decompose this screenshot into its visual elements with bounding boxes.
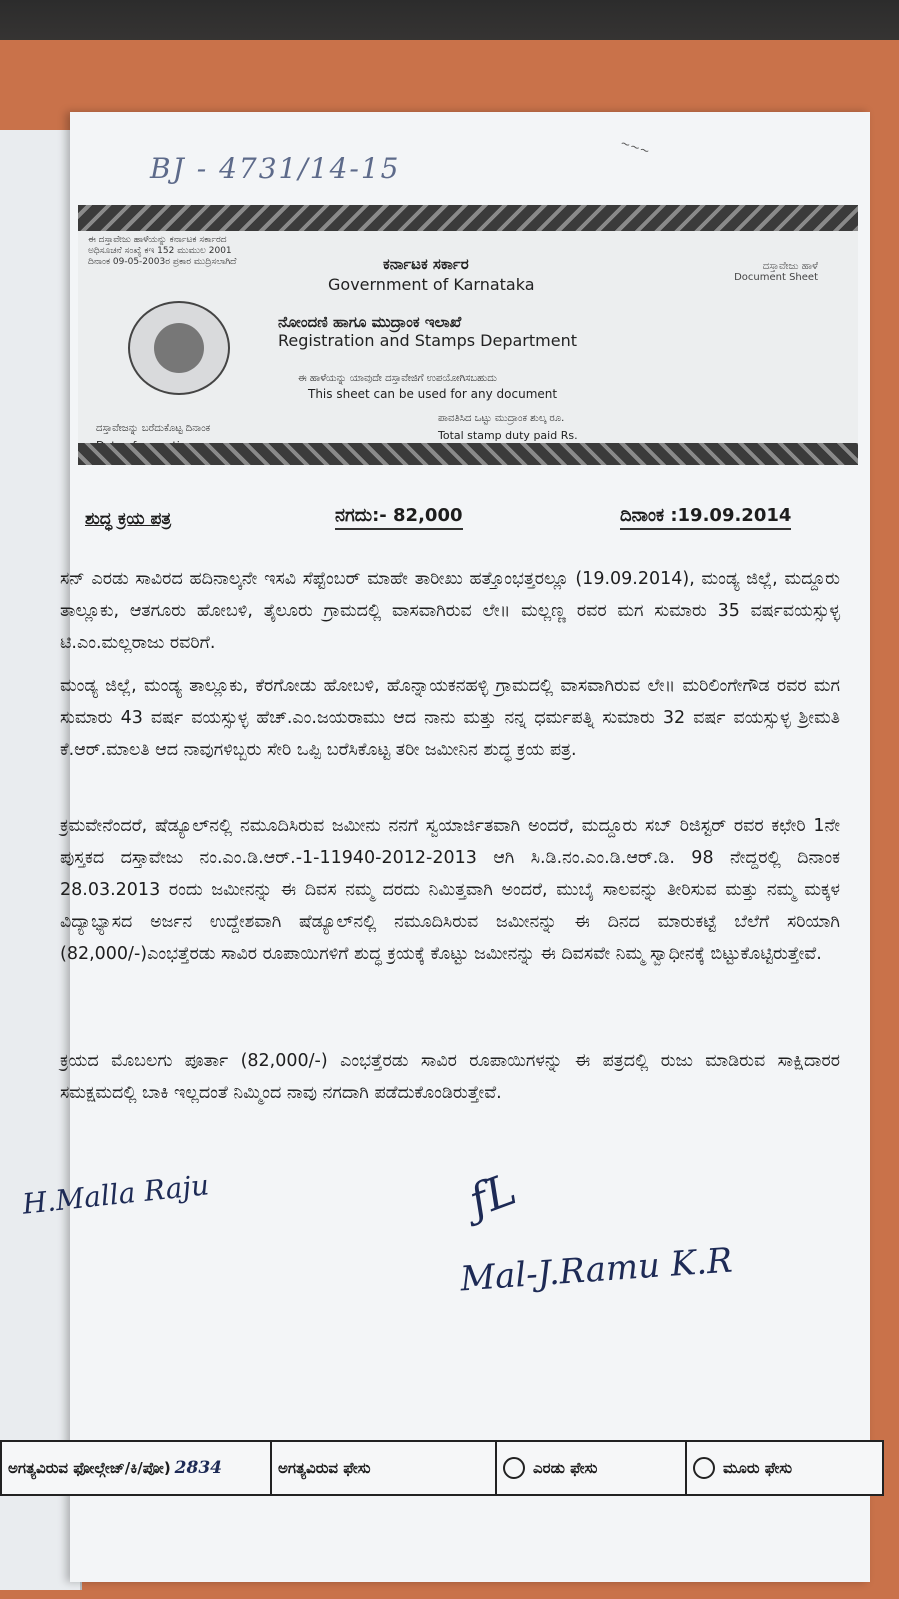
paragraph: ಕ್ರಯದ ಮೊಬಲಗು ಪೂರ್ತಾ (82,000/-) ಎಂಭತ್ತೆರಡು ಸಾವಿರ ರೂಪಾಯಿಗಳನ್ನು ಈ ಪತ್ರದಲ್ಲಿ ರುಜು ಮಾಡಿರುವ ಸಾಕ್ಷಿದಾರರ ಸಮಕ್ಷಮದಲ್ಲಿ ಬಾಕಿ ಇಲ್ಲದಂತೆ ನಿಮ್ಮಿಂದ ನಾವು ನಗದಾಗಿ ಪಡೆದುಕೊಂಡಿರುತ್ತೇವೆ.	[60, 1051, 840, 1103]
paragraph: ಸನ್ ಎರಡು ಸಾವಿರದ ಹದಿನಾಲ್ಕನೇ ಇಸವಿ ಸೆಪ್ಟೆಂಬರ್ ಮಾಹೇ ತಾರೀಖು ಹತ್ತೊಂಭತ್ತರಲ್ಲೂ (19.09.2014), ಮಂಡ್ಯ ಜಿಲ್ಲೆ, ಮದ್ದೂರು ತಾಲ್ಲೂಕು, ಆತಗೂರು ಹೋಬಳಿ, ತೈಲೂರು ಗ್ರಾಮದಲ್ಲಿ ವಾಸವಾಗಿರುವ ಲೇ॥ ಮಲ್ಲಣ್ಣ ರವರ ಮಗ ಸುಮಾರು 35 ವರ್ಷವಯಸ್ಸುಳ್ಳ ಟಿ.ಎಂ.ಮಲ್ಲರಾಜು ರವರಿಗೆ.	[60, 569, 840, 653]
handwritten-wattage: 2834	[174, 1458, 222, 1478]
signature-mark: ƒL	[462, 1163, 523, 1228]
stamp-duty-label: Total stamp duty paid Rs.	[438, 429, 578, 442]
box-cell-label: ಅಗತ್ಯವಿರುವ ಫೋಲ್ಗೇಜ್/ಕಿ/ಪೋ)	[8, 1459, 171, 1477]
document-sheet-english: Document Sheet	[734, 272, 818, 283]
box-cell-label: ಮೂರು ಫೇಸು	[723, 1459, 793, 1477]
dept-title-kannada: ನೋಂದಣಿ ಹಾಗೂ ಮುದ್ರಾಂಕ ಇಲಾಖೆ	[278, 313, 462, 331]
stamp-notice-line: ದಿನಾಂಕ 09-05-2003ರ ಪ್ರಕಾರ ಮುದ್ರಿಸಲಾಗಿದೆ	[88, 257, 237, 267]
gov-title-english: Government of Karnataka	[328, 275, 535, 294]
stamp-border-top	[78, 205, 858, 231]
paragraph: ಕ್ರಮವೇನೆಂದರೆ, ಷೆಡ್ಯೂಲ್‌ನಲ್ಲಿ ನಮೂದಿಸಿರುವ ಜಮೀನು ನನಗೆ ಸ್ವಯಾರ್ಜಿತವಾಗಿ ಅಂದರೆ, ಮದ್ದೂರು ಸಬ್ ರಿಜಿಸ್ಟರ್ ರವರ ಕಛೇರಿ 1ನೇ ಪುಸ್ತಕದ ದಸ್ತಾವೇಜು ನಂ.ಎಂ.ಡಿ.ಆರ್.-1-11940-2012-2013 ಆಗಿ ಸಿ.ಡಿ.ನಂ.ಎಂ.ಡಿ.ಆರ್.ಡಿ. 98 ನೇದ್ದರಲ್ಲಿ ದಿನಾಂಕ 28.03.2013 ರಂದು ಜಮೀನನ್ನು ಈ ದಿವಸ ನಮ್ಮ ದರದು ನಿಮಿತ್ತವಾಗಿ ಅಂದರೆ, ಮುಬೈ ಸಾಲವನ್ನು ತೀರಿಸುವ ಮತ್ತು ನಮ್ಮ ಮಕ್ಕಳ ವಿದ್ಯಾಭ್ಯಾಸದ ಅರ್ಜನ ಉದ್ದೇಶವಾಗಿ ಷೆಡ್ಯೂಲ್‌ನಲ್ಲಿ ನಮೂದಿಸಿರುವ ಜಮೀನನ್ನು ಈ ದಿನದ ಮಾರುಕಟ್ಟೆ ಬೆಲೆಗೆ ಸರಿಯಾಗಿ (82,000/-)ಎಂಭತ್ತೆರಡು ಸಾವಿರ ರೂಪಾಯಿಗಳಿಗೆ ಶುದ್ಧ ಕ್ರಯಕ್ಕೆ ಕೊಟ್ಟು ಜಮೀನನ್ನು ಈ ದಿವಸವೇ ನಿಮ್ಮ ಸ್ವಾಧೀನಕ್ಕೆ ಬಿಟ್ಟುಕೊಟ್ಟಿರುತ್ತೇವೆ.	[60, 816, 840, 964]
stamp-notice	[88, 235, 236, 268]
stamp-duty-label-kannada: ಪಾವತಿಸಿದ ಒಟ್ಟು ಮುದ್ರಾಂಕ ಶುಲ್ಕ ರೂ.	[438, 413, 565, 424]
stamp-notice-line: ಈ ದಸ್ತಾವೇಜು ಹಾಳೆಯನ್ನು ಕರ್ನಾಟಕ ಸರ್ಕಾರದ	[88, 235, 227, 245]
signature-right: Mal‑J.Ramu K.R	[458, 1240, 734, 1300]
gov-title-kannada: ಕರ್ನಾಟಕ ಸರ್ಕಾರ	[383, 255, 469, 273]
box-cell-wattage	[2, 1442, 272, 1494]
cash-amount: ನಗದು:- 82,000	[335, 505, 463, 530]
stamp-border-bottom	[78, 443, 858, 465]
stamp-body	[78, 231, 858, 443]
corner-stamp-scribble: ~~~	[618, 135, 652, 159]
phase-box-table	[0, 1440, 884, 1496]
deed-date: ದಿನಾಂಕ :19.09.2014	[620, 505, 791, 530]
reference-number: BJ - 4731/14-15	[150, 152, 401, 185]
stamp-paper-header	[78, 205, 858, 470]
dept-title-english: Registration and Stamps Department	[278, 331, 577, 350]
stamp-notice-line: ಅಧಿಸೂಚನೆ ಸಂಖ್ಯೆ ಕಇ 152 ಮುಮುಲ 2001	[88, 246, 232, 256]
box-cell-two-phase	[497, 1442, 687, 1494]
signature-left: H.Malla Raju	[20, 1168, 211, 1221]
box-cell-label: ಅಗತ್ಯವಿರುವ ಫೇಸು	[278, 1459, 371, 1477]
box-cell-label: ಎರಡು ಫೇಸು	[533, 1459, 598, 1477]
checkbox-circle-icon	[503, 1457, 525, 1479]
document-sheet-kannada: ದಸ್ತಾವೇಜು ಹಾಳೆ	[762, 261, 818, 272]
execution-date-label-kannada: ದಸ್ತಾವೇಜನ್ನು ಬರೆದುಕೊಟ್ಟ ದಿನಾಂಕ	[96, 423, 211, 434]
document-sheet-label	[668, 261, 818, 283]
deed-title: ಶುದ್ಧ ಕ್ರಯ ಪತ್ರ	[85, 509, 172, 529]
box-cell-phase	[272, 1442, 497, 1494]
checkbox-circle-icon	[693, 1457, 715, 1479]
usage-note-english: This sheet can be used for any document	[308, 387, 558, 401]
box-cell-three-phase	[687, 1442, 878, 1494]
paragraph: ಮಂಡ್ಯ ಜಿಲ್ಲೆ, ಮಂಡ್ಯ ತಾಲ್ಲೂಕು, ಕೆರಗೋಡು ಹೋಬಳಿ, ಹೊನ್ನಾಯಕನಹಳ್ಳಿ ಗ್ರಾಮದಲ್ಲಿ ವಾಸವಾಗಿರುವ ಲೇ॥ ಮರಿಲಿಂಗೇಗೌಡ ರವರ ಮಗ ಸುಮಾರು 43 ವರ್ಷ ವಯಸ್ಸುಳ್ಳ ಹೆಚ್.ಎಂ.ಜಯರಾಮು ಆದ ನಾನು ಮತ್ತು ನನ್ನ ಧರ್ಮಪತ್ನಿ ಸುಮಾರು 32 ವರ್ಷ ವಯಸ್ಸುಳ್ಳ ಶ್ರೀಮತಿ ಕೆ.ಆರ್.ಮಾಲತಿ ಆದ ನಾವುಗಳಿಬ್ಬರು ಸೇರಿ ಒಪ್ಪಿ ಬರೆಸಿಕೊಟ್ಟ ತರೀ ಜಮೀನಿನ ಶುದ್ಧ ಕ್ರಯ ಪತ್ರ.	[60, 676, 840, 760]
usage-note-kannada: ಈ ಹಾಳೆಯನ್ನು ಯಾವುದೇ ದಸ್ತಾವೇಜಿಗೆ ಉಪಯೋಗಿಸಬಹುದು	[298, 373, 497, 384]
karnataka-emblem-icon	[128, 301, 230, 395]
deed-heading-row	[85, 505, 825, 535]
